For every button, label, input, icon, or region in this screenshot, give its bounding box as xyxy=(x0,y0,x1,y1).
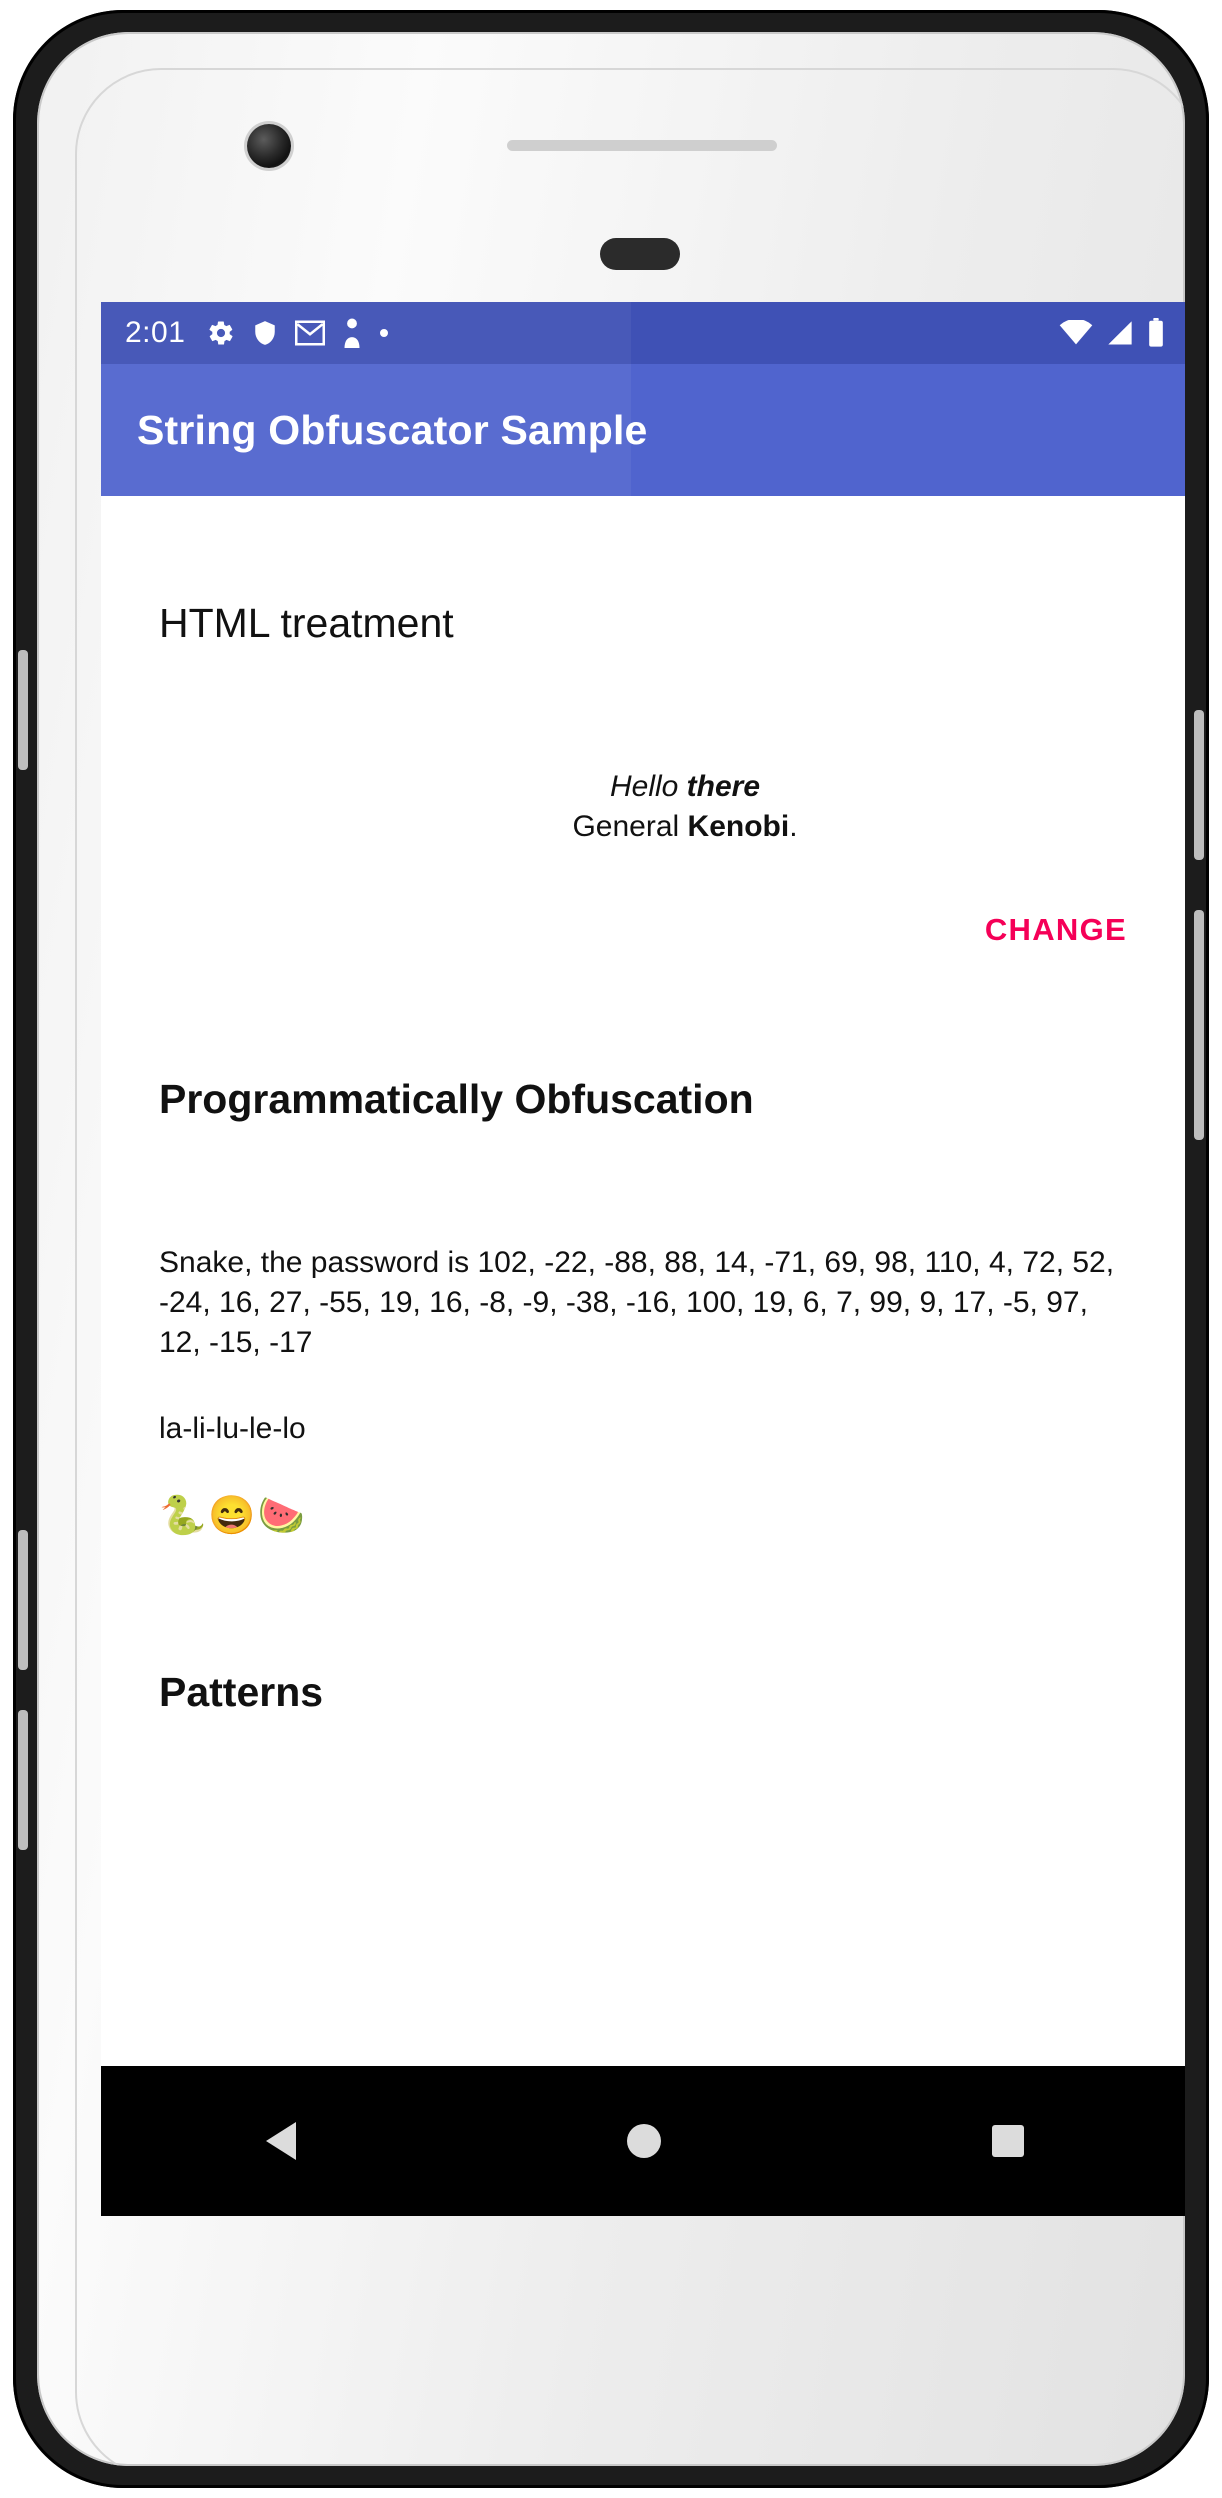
phone-chin xyxy=(37,2216,1185,2466)
section-title-html-treatment: HTML treatment xyxy=(159,600,454,646)
left-side-button-top[interactable] xyxy=(18,650,28,770)
gmail-icon xyxy=(295,320,325,346)
status-bar xyxy=(101,302,1185,364)
status-system-icons xyxy=(1059,318,1165,348)
change-button-row xyxy=(159,912,1131,948)
dot-icon xyxy=(379,328,389,338)
html-treatment-sample xyxy=(159,767,1131,846)
volume-button[interactable] xyxy=(1194,910,1204,1140)
system-navigation-bar xyxy=(101,2066,1185,2216)
gear-icon xyxy=(207,319,235,347)
left-side-button-bottom[interactable] xyxy=(18,1710,28,1850)
section-title-programmatic-obfuscation: Programmatically Obfuscation xyxy=(159,1076,754,1123)
app-bar xyxy=(101,364,1185,496)
shield-icon xyxy=(252,319,278,347)
home-button-icon[interactable] xyxy=(627,2124,661,2158)
html-sample-line2-tail: . xyxy=(789,809,798,843)
front-camera-icon xyxy=(247,124,291,168)
main-content xyxy=(101,496,1185,2066)
sensor-housing xyxy=(600,238,680,270)
earpiece-speaker xyxy=(507,140,777,151)
person-icon xyxy=(342,318,362,348)
status-clock: 2:01 xyxy=(125,316,186,349)
back-button-icon[interactable] xyxy=(266,2122,296,2160)
html-sample-line2-bold: Kenobi xyxy=(687,809,790,843)
phone-body xyxy=(37,32,1185,2466)
left-side-button-middle[interactable] xyxy=(18,1530,28,1670)
emoji-text: 🐍😄🍉 xyxy=(159,1494,307,1537)
password-text: Snake, the password is 102, -22, -88, 88, 14, -71, 69, 98, 110, 4, 72, 52, -24, 16, 27, -55, 19, 16, -8, -9, -38, -16, 100, 19, 6, 7, 99, 9, 17, -5, 97, 12, -15, -17 xyxy=(159,1246,1115,1359)
html-sample-line-1 xyxy=(239,767,1131,807)
html-sample-line1-plain: Hello xyxy=(609,770,687,803)
html-sample-line-2 xyxy=(239,807,1131,847)
html-sample-line2-plain: General xyxy=(572,809,688,843)
battery-icon xyxy=(1147,318,1165,348)
lalilulelo-text: la-li-lu-le-lo xyxy=(159,1411,306,1445)
wifi-icon xyxy=(1059,320,1093,346)
cellular-signal-icon xyxy=(1105,320,1135,346)
recents-button-icon[interactable] xyxy=(992,2125,1024,2157)
html-sample-line1-bold: there xyxy=(686,770,761,803)
phone-screen xyxy=(101,302,1185,2216)
status-notification-icons xyxy=(207,318,389,348)
phone-outer-frame xyxy=(13,10,1209,2488)
power-button[interactable] xyxy=(1194,710,1204,860)
app-title: String Obfuscator Sample xyxy=(137,406,648,453)
change-button[interactable]: CHANGE xyxy=(984,912,1127,948)
section-title-patterns: Patterns xyxy=(159,1669,324,1716)
